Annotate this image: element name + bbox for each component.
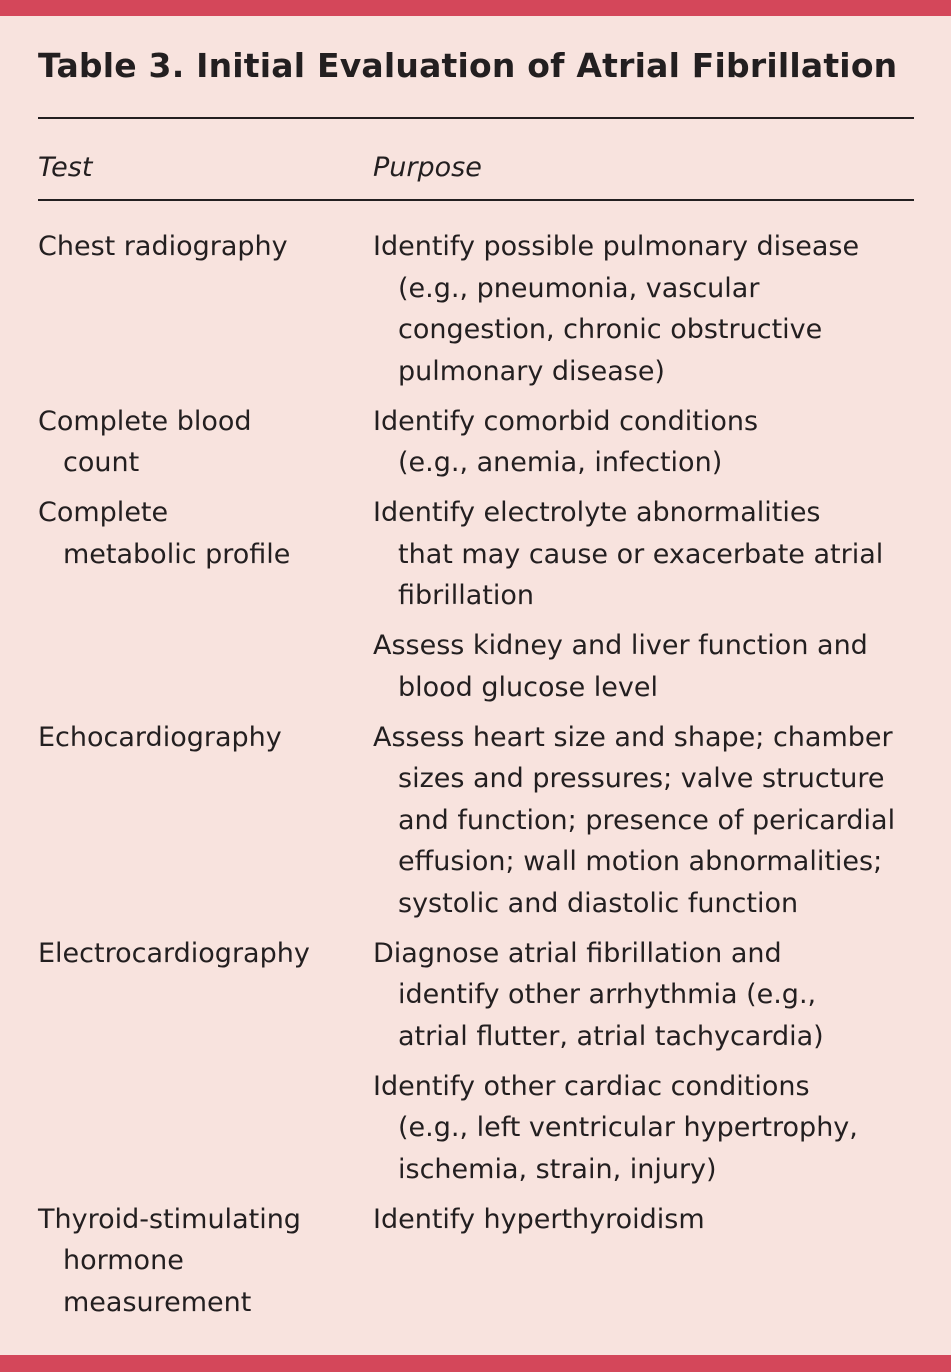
purpose-line: Assess kidney and liver function and <box>373 630 868 661</box>
table-row <box>38 717 914 925</box>
purpose-cell <box>373 717 914 925</box>
purpose-line: sizes and pressures; valve structure <box>398 763 885 794</box>
purpose-line: atrial flutter, atrial tachycardia) <box>398 1020 824 1052</box>
bottom-accent-bar <box>0 1355 951 1372</box>
purpose-line: Identify possible pulmonary disease <box>373 231 860 262</box>
purpose-line: Identify other cardiac conditions <box>373 1070 810 1102</box>
purpose-line: Assess heart size and shape; chamber <box>373 721 893 753</box>
purpose-paragraph <box>373 933 914 1058</box>
header-test: Test <box>38 152 93 183</box>
purpose-line: congestion, chronic obstructive <box>398 314 823 345</box>
test-line: Chest radiography <box>38 231 288 262</box>
purpose-line: Identify hyperthyroidism <box>373 1203 705 1235</box>
test-line: Electrocardiography <box>38 937 310 969</box>
test-cell <box>38 717 373 925</box>
test-line: Complete blood <box>38 405 252 437</box>
table-body <box>38 226 914 1332</box>
purpose-line: fibrillation <box>398 580 535 611</box>
purpose-paragraph <box>373 401 914 484</box>
purpose-cell <box>373 401 914 484</box>
header-purpose: Purpose <box>373 152 482 183</box>
test-cell <box>38 1199 373 1324</box>
purpose-line: Identify electrolyte abnormalities <box>373 497 821 528</box>
purpose-cell <box>373 933 914 1191</box>
purpose-line: identify other arrhythmia (e.g., <box>398 979 817 1010</box>
purpose-line: that may cause or exacerbate atrial <box>398 538 884 570</box>
purpose-paragraph <box>373 1066 914 1191</box>
title-rule <box>38 117 914 119</box>
purpose-line: (e.g., left ventricular hypertrophy, <box>398 1112 858 1143</box>
purpose-line: ischemia, strain, injury) <box>398 1153 717 1185</box>
purpose-paragraph <box>373 492 914 617</box>
test-line: metabolic profile <box>63 538 291 570</box>
table-row <box>38 492 914 708</box>
test-cell <box>38 401 373 484</box>
test-line: Complete <box>38 497 169 528</box>
purpose-cell <box>373 1199 914 1324</box>
test-line: Thyroid-stimulating <box>38 1203 301 1235</box>
table-row <box>38 226 914 392</box>
test-cell <box>38 492 373 708</box>
table-row <box>38 1199 914 1324</box>
test-line: measurement <box>63 1286 252 1318</box>
test-cell <box>38 933 373 1191</box>
purpose-line: and function; presence of pericardial <box>398 804 896 836</box>
purpose-cell <box>373 492 914 708</box>
table-title: Table 3. Initial Evaluation of Atrial Fibrillation <box>38 46 898 85</box>
purpose-line: Diagnose atrial fibrillation and <box>373 937 782 969</box>
top-accent-bar <box>0 0 951 16</box>
purpose-line: Identify comorbid conditions <box>373 405 759 437</box>
purpose-paragraph <box>373 226 914 392</box>
table-row <box>38 933 914 1191</box>
test-line: hormone <box>63 1245 184 1276</box>
purpose-line: (e.g., anemia, infection) <box>398 447 723 478</box>
test-line: count <box>63 447 140 478</box>
purpose-paragraph <box>373 625 914 708</box>
purpose-paragraph <box>373 717 914 925</box>
header-rule <box>38 199 914 201</box>
purpose-line: systolic and diastolic function <box>398 887 799 919</box>
test-cell <box>38 226 373 392</box>
purpose-line: blood glucose level <box>398 671 658 703</box>
purpose-cell <box>373 226 914 392</box>
test-line: Echocardiography <box>38 721 282 753</box>
purpose-line: effusion; wall motion abnormalities; <box>398 846 883 877</box>
purpose-line: (e.g., pneumonia, vascular <box>398 272 760 304</box>
purpose-line: pulmonary disease) <box>398 355 665 387</box>
table-row <box>38 401 914 484</box>
purpose-paragraph <box>373 1199 914 1241</box>
